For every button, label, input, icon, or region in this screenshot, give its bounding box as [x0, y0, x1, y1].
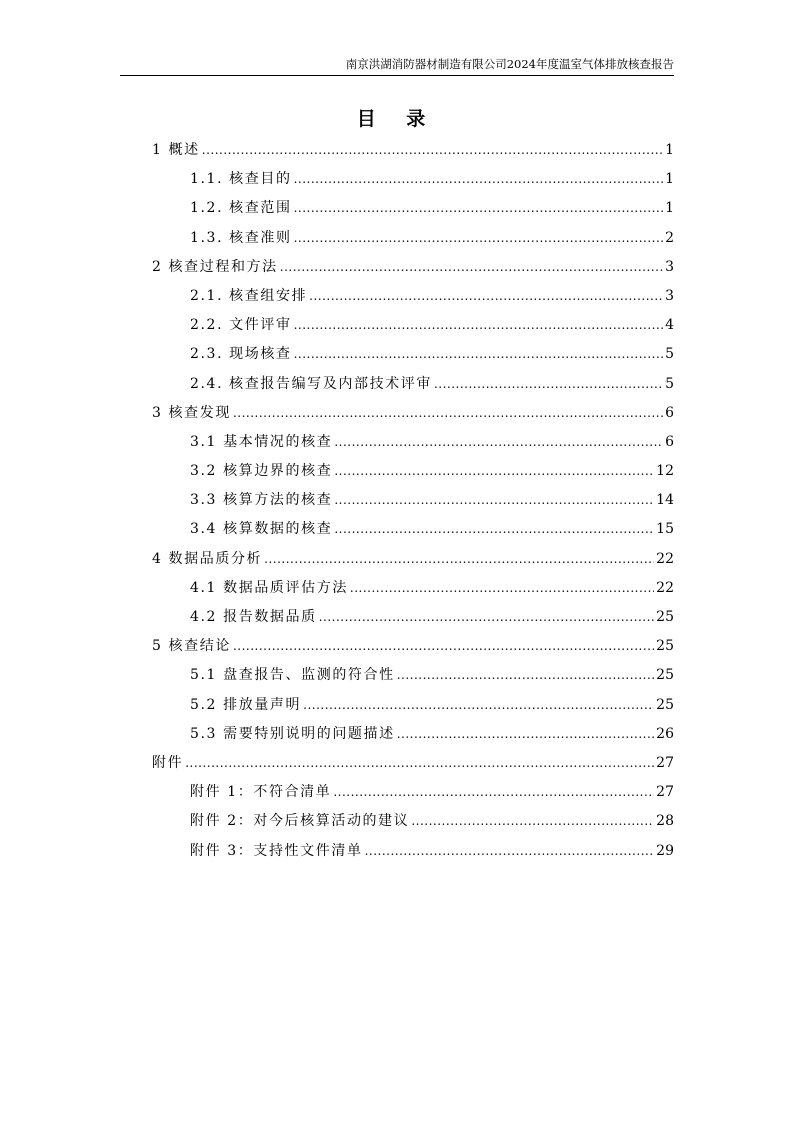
toc-leader-dots — [411, 810, 654, 832]
toc-leader-dots — [294, 227, 664, 249]
toc-entry-label: 4.2 报告数据品质 — [190, 609, 317, 625]
toc-entry-label: 1 概述 — [152, 142, 200, 158]
toc-entry-label: 3.4 核算数据的核查 — [190, 521, 333, 538]
toc-entry[interactable] — [152, 314, 674, 343]
toc-entry-label: 3.2 核算边界的核查 — [190, 463, 333, 480]
table-of-contents — [152, 139, 674, 869]
toc-leader-dots — [233, 402, 663, 424]
toc-leader-dots — [397, 664, 654, 686]
toc-entry-label: 2.1. 核查组安排 — [190, 287, 308, 304]
toc-entry[interactable] — [152, 489, 674, 518]
toc-entry-page: 28 — [656, 813, 674, 830]
toc-leader-dots — [202, 139, 663, 161]
toc-entry-label: 3 核查发现 — [152, 404, 231, 421]
toc-entry[interactable] — [152, 548, 674, 577]
toc-entry-label: 附件 1：不符合清单 — [190, 784, 332, 801]
toc-entry-page: 5 — [665, 346, 674, 363]
toc-entry-label: 3.3 核算方法的核查 — [190, 492, 333, 509]
toc-entry-page: 22 — [656, 579, 674, 596]
toc-leader-dots — [434, 373, 663, 395]
toc-entry-page: 26 — [656, 725, 674, 742]
toc-entry-label: 4 数据品质分析 — [152, 550, 263, 567]
toc-entry[interactable] — [152, 635, 674, 664]
toc-entry-page: 3 — [665, 258, 674, 275]
toc-entry-page: 1 — [665, 142, 674, 158]
toc-leader-dots — [334, 489, 654, 511]
toc-entry-label: 5.1 盘查报告、监测的符合性 — [190, 667, 395, 684]
toc-entry[interactable] — [152, 781, 674, 810]
toc-entry-page: 27 — [656, 784, 674, 801]
toc-entry-page: 14 — [656, 492, 674, 509]
toc-entry[interactable] — [152, 664, 674, 693]
toc-leader-dots — [294, 314, 664, 336]
toc-entry-label: 1.3. 核查准则 — [190, 229, 292, 246]
toc-entry-page: 25 — [656, 638, 674, 655]
toc-entry-label: 附件 — [152, 754, 184, 771]
toc-entry-label: 附件 3：支持性文件清单 — [190, 842, 363, 859]
toc-leader-dots — [365, 840, 655, 862]
toc-entry[interactable] — [152, 256, 674, 285]
toc-entry[interactable] — [152, 343, 674, 372]
toc-entry[interactable] — [152, 723, 674, 752]
toc-entry[interactable] — [152, 373, 674, 402]
toc-entry-label: 2.4. 核查报告编写及内部技术评审 — [190, 375, 432, 392]
toc-entry-label: 1.1. 核查目的 — [190, 171, 292, 188]
toc-entry[interactable] — [152, 227, 674, 256]
toc-entry[interactable] — [152, 460, 674, 489]
toc-entry[interactable] — [152, 139, 674, 168]
toc-entry-label: 5.2 排放量声明 — [190, 696, 302, 713]
toc-leader-dots — [319, 606, 654, 628]
toc-entry[interactable] — [152, 810, 674, 839]
toc-entry[interactable] — [152, 752, 674, 781]
toc-entry-page: 27 — [656, 754, 674, 771]
toc-leader-dots — [264, 548, 654, 570]
toc-entry-label: 2.2. 文件评审 — [190, 317, 292, 334]
page-header — [120, 57, 674, 76]
toc-leader-dots — [309, 285, 663, 307]
toc-entry[interactable] — [152, 518, 674, 547]
header-text: 南京洪湖消防器材制造有限公司2024年度温室气体排放核查报告 — [345, 57, 674, 71]
toc-entry-page: 4 — [665, 317, 674, 334]
toc-entry[interactable] — [152, 402, 674, 431]
toc-entry[interactable] — [152, 285, 674, 314]
toc-entry-page: 29 — [656, 842, 674, 859]
toc-entry-page: 25 — [656, 609, 674, 625]
toc-entry[interactable] — [152, 577, 674, 606]
toc-entry-page: 1 — [665, 171, 674, 188]
toc-entry[interactable] — [152, 694, 674, 723]
toc-entry-page: 1 — [665, 200, 674, 217]
toc-entry-page: 6 — [665, 404, 674, 421]
toc-entry-page: 15 — [656, 521, 674, 538]
toc-leader-dots — [334, 518, 654, 540]
toc-leader-dots — [350, 577, 654, 599]
toc-entry-label: 2 核查过程和方法 — [152, 258, 278, 275]
toc-entry-label: 2.3. 现场核查 — [190, 346, 292, 363]
toc-entry-label: 5.3 需要特别说明的问题描述 — [190, 725, 395, 742]
toc-entry-label: 4.1 数据品质评估方法 — [190, 579, 348, 596]
toc-leader-dots — [334, 431, 663, 453]
toc-leader-dots — [294, 343, 664, 365]
toc-entry-page: 25 — [656, 667, 674, 684]
toc-entry-page: 22 — [656, 550, 674, 567]
toc-leader-dots — [294, 168, 664, 190]
toc-entry[interactable] — [152, 168, 674, 197]
toc-leader-dots — [280, 256, 663, 278]
toc-entry[interactable] — [152, 197, 674, 226]
toc-entry-label: 1.2. 核查范围 — [190, 200, 292, 217]
toc-leader-dots — [185, 752, 654, 774]
toc-entry[interactable] — [152, 431, 674, 460]
toc-entry-page: 2 — [665, 229, 674, 246]
toc-leader-dots — [397, 723, 654, 745]
toc-entry-page: 25 — [656, 696, 674, 713]
toc-leader-dots — [294, 197, 664, 219]
toc-leader-dots — [233, 635, 654, 657]
toc-leader-dots — [334, 460, 654, 482]
toc-leader-dots — [333, 781, 654, 803]
toc-leader-dots — [303, 694, 654, 716]
toc-entry-page: 5 — [665, 375, 674, 392]
toc-entry-label: 5 核查结论 — [152, 638, 231, 655]
toc-entry-page: 6 — [665, 433, 674, 450]
toc-entry-label: 3.1 基本情况的核查 — [190, 433, 333, 450]
toc-entry-page: 3 — [665, 287, 674, 304]
toc-entry[interactable] — [152, 606, 674, 635]
toc-entry-label: 附件 2：对今后核算活动的建议 — [190, 813, 410, 830]
toc-title: 目 录 — [356, 108, 438, 130]
toc-entry[interactable] — [152, 840, 674, 869]
toc-entry-page: 12 — [656, 463, 674, 480]
